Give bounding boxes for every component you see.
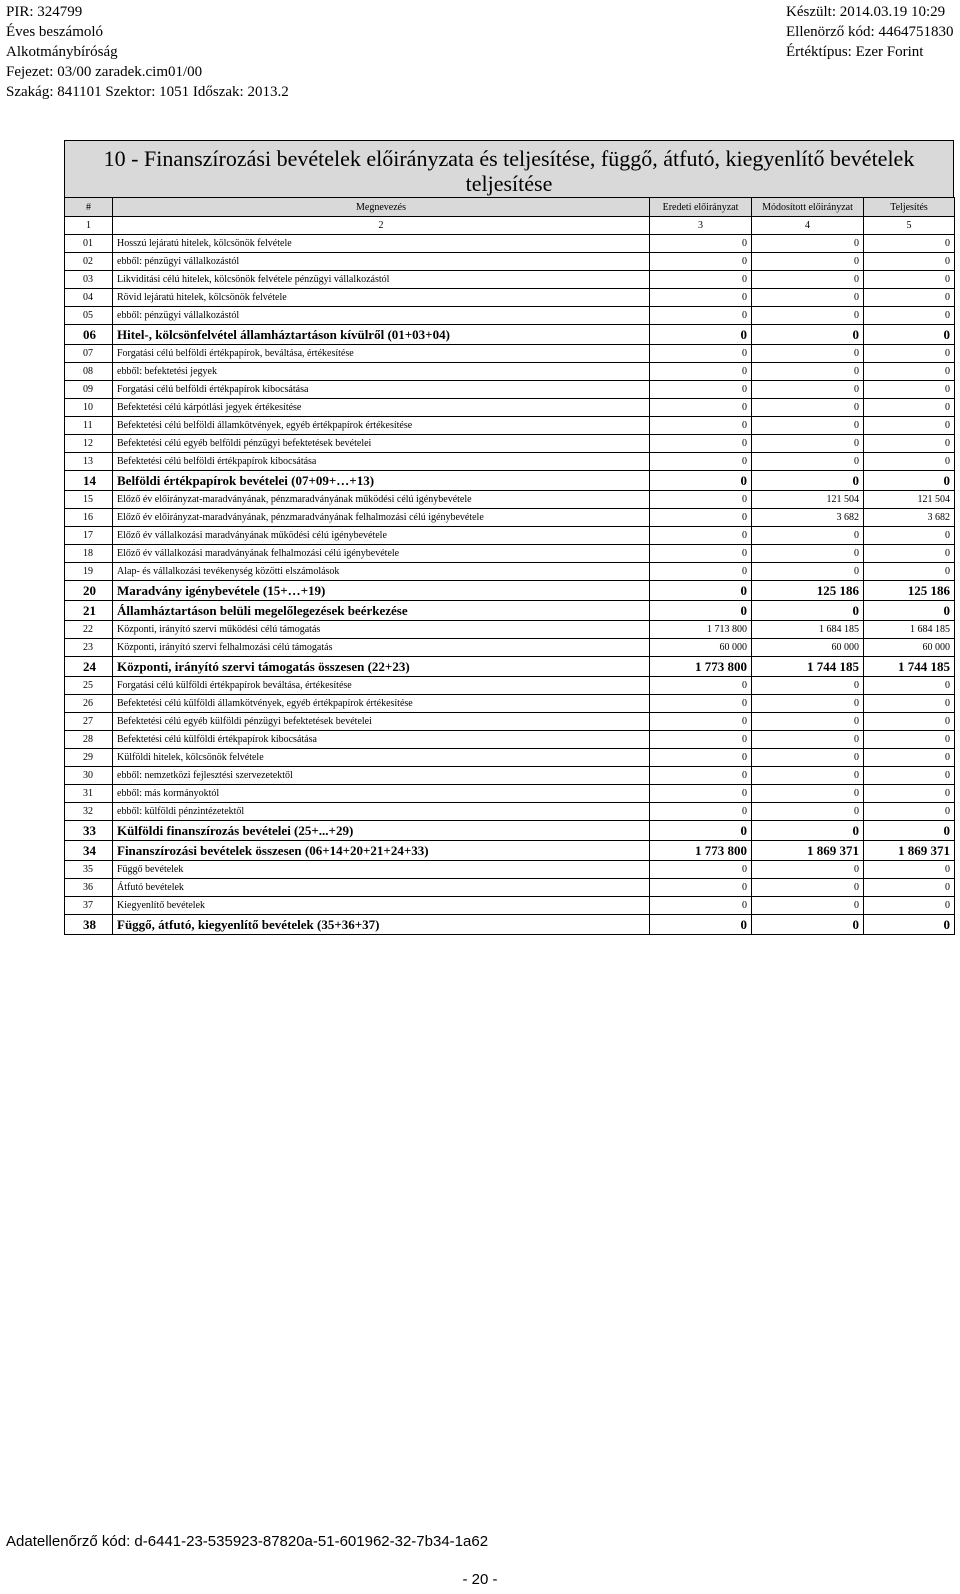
row-number: 32 <box>65 803 113 821</box>
row-fulfilment: 0 <box>864 399 955 417</box>
row-number: 05 <box>65 307 113 325</box>
row-fulfilment: 0 <box>864 677 955 695</box>
row-fulfilment: 0 <box>864 527 955 545</box>
row-number: 12 <box>65 435 113 453</box>
row-name: Befektetési célú belföldi államkötvények, egyéb értékpapírok értékesítése <box>113 417 650 435</box>
table-row <box>65 915 955 935</box>
row-fulfilment: 125 186 <box>864 581 955 601</box>
row-number: 01 <box>65 235 113 253</box>
row-modified: 0 <box>752 897 864 915</box>
row-name: Központi, irányító szervi felhalmozási célú támogatás <box>113 639 650 657</box>
table-row <box>65 841 955 861</box>
row-number: 31 <box>65 785 113 803</box>
report-type-line: Éves beszámoló <box>6 24 104 40</box>
row-name: ebből: pénzügyi vállalkozástól <box>113 253 650 271</box>
row-modified: 0 <box>752 271 864 289</box>
row-fulfilment: 0 <box>864 563 955 581</box>
row-fulfilment: 0 <box>864 289 955 307</box>
row-fulfilment: 0 <box>864 381 955 399</box>
row-number: 35 <box>65 861 113 879</box>
row-name: Befektetési célú egyéb külföldi pénzügyi befektetések bevételei <box>113 713 650 731</box>
colnum-1: 1 <box>65 217 113 235</box>
row-name: Finanszírozási bevételek összesen (06+14+20+21+24+33) <box>113 841 650 861</box>
row-number: 23 <box>65 639 113 657</box>
row-number: 29 <box>65 749 113 767</box>
row-modified: 0 <box>752 363 864 381</box>
row-fulfilment: 0 <box>864 325 955 345</box>
created-line: Készült: 2014.03.19 10:29 <box>786 4 946 20</box>
row-number: 34 <box>65 841 113 861</box>
row-fulfilment: 0 <box>864 435 955 453</box>
row-original: 0 <box>650 749 752 767</box>
row-number: 19 <box>65 563 113 581</box>
pir-line: PIR: 324799 <box>6 4 83 20</box>
row-original: 1 773 800 <box>650 657 752 677</box>
table-row <box>65 363 955 381</box>
row-original: 1 713 800 <box>650 621 752 639</box>
row-fulfilment: 0 <box>864 785 955 803</box>
report-header-right <box>786 2 953 62</box>
page-number: - 20 - <box>462 1571 498 1588</box>
column-number-row <box>65 217 955 235</box>
header-name: Megnevezés <box>113 198 650 217</box>
row-name: Átfutó bevételek <box>113 879 650 897</box>
row-number: 37 <box>65 897 113 915</box>
row-name: Forgatási célú belföldi értékpapírok, beváltása, értékesítése <box>113 345 650 363</box>
chapter-line: Fejezet: 03/00 zaradek.cim01/00 <box>6 64 203 80</box>
table-row <box>65 803 955 821</box>
row-name: Maradvány igénybevétele (15+…+19) <box>113 581 650 601</box>
row-name: Kiegyenlítő bevételek <box>113 897 650 915</box>
row-original: 60 000 <box>650 639 752 657</box>
row-fulfilment: 0 <box>864 713 955 731</box>
row-original: 0 <box>650 879 752 897</box>
row-original: 0 <box>650 861 752 879</box>
colnum-3: 3 <box>650 217 752 235</box>
row-original: 0 <box>650 677 752 695</box>
data-check-code: Adatellenőrző kód: d-6441-23-535923-87820a-51-601962-32-7b34-1a62 <box>6 1533 489 1550</box>
row-number: 28 <box>65 731 113 749</box>
row-fulfilment: 3 682 <box>864 509 955 527</box>
row-modified: 0 <box>752 601 864 621</box>
table-row <box>65 381 955 399</box>
row-name: Függő, átfutó, kiegyenlítő bevételek (35+36+37) <box>113 915 650 935</box>
row-modified: 0 <box>752 695 864 713</box>
row-number: 04 <box>65 289 113 307</box>
row-name: Hosszú lejáratú hitelek, kölcsönök felvétele <box>113 235 650 253</box>
header-fulfilment: Teljesítés <box>864 198 955 217</box>
institution-line: Alkotmánybíróság <box>6 44 118 60</box>
row-number: 14 <box>65 471 113 491</box>
table-row <box>65 289 955 307</box>
row-modified: 0 <box>752 345 864 363</box>
row-modified: 0 <box>752 803 864 821</box>
row-name: Belföldi értékpapírok bevételei (07+09+…+13) <box>113 471 650 491</box>
row-modified: 1 744 185 <box>752 657 864 677</box>
row-original: 1 773 800 <box>650 841 752 861</box>
row-number: 16 <box>65 509 113 527</box>
row-modified: 0 <box>752 417 864 435</box>
row-original: 0 <box>650 731 752 749</box>
row-fulfilment: 1 869 371 <box>864 841 955 861</box>
financing-revenue-table <box>64 197 955 935</box>
row-fulfilment: 0 <box>864 695 955 713</box>
colnum-2: 2 <box>113 217 650 235</box>
row-name: Befektetési célú külföldi államkötvények, egyéb értékpapírok értékesítése <box>113 695 650 713</box>
row-name: Külföldi finanszírozás bevételei (25+...+29) <box>113 821 650 841</box>
row-modified: 0 <box>752 861 864 879</box>
row-fulfilment: 0 <box>864 879 955 897</box>
table-row <box>65 639 955 657</box>
check-code-line: Ellenörző kód: 4464751830 <box>786 24 954 40</box>
row-original: 0 <box>650 527 752 545</box>
row-number: 09 <box>65 381 113 399</box>
row-fulfilment: 0 <box>864 545 955 563</box>
table-row <box>65 435 955 453</box>
row-original: 0 <box>650 803 752 821</box>
row-fulfilment: 0 <box>864 601 955 621</box>
row-name: Rövid lejáratú hitelek, kölcsönök felvétele <box>113 289 650 307</box>
table-row <box>65 861 955 879</box>
row-modified: 3 682 <box>752 509 864 527</box>
table-row <box>65 601 955 621</box>
row-original: 0 <box>650 601 752 621</box>
table-row <box>65 749 955 767</box>
row-modified: 0 <box>752 453 864 471</box>
row-number: 06 <box>65 325 113 345</box>
row-number: 13 <box>65 453 113 471</box>
row-original: 0 <box>650 325 752 345</box>
row-modified: 0 <box>752 767 864 785</box>
row-name: ebből: befektetési jegyek <box>113 363 650 381</box>
row-original: 0 <box>650 271 752 289</box>
row-modified: 0 <box>752 235 864 253</box>
row-original: 0 <box>650 713 752 731</box>
row-number: 17 <box>65 527 113 545</box>
report-header-left <box>6 2 289 102</box>
row-number: 33 <box>65 821 113 841</box>
row-name: ebből: pénzügyi vállalkozástól <box>113 307 650 325</box>
row-name: Forgatási célú belföldi értékpapírok kibocsátása <box>113 381 650 399</box>
table-row <box>65 453 955 471</box>
row-name: Likviditási célú hitelek, kölcsönök felvétele pénzügyi vállalkozástól <box>113 271 650 289</box>
row-fulfilment: 0 <box>864 897 955 915</box>
row-modified: 0 <box>752 731 864 749</box>
row-number: 25 <box>65 677 113 695</box>
row-modified: 0 <box>752 289 864 307</box>
table-row <box>65 545 955 563</box>
row-original: 0 <box>650 417 752 435</box>
table-row <box>65 307 955 325</box>
table-title: 10 - Finanszírozási bevételek előirányzata és teljesítése, függő, átfutó, kiegyenlítő bevételek teljesítése <box>64 140 954 198</box>
row-original: 0 <box>650 491 752 509</box>
row-original: 0 <box>650 307 752 325</box>
row-modified: 0 <box>752 563 864 581</box>
row-fulfilment: 0 <box>864 749 955 767</box>
row-fulfilment: 0 <box>864 731 955 749</box>
row-name: Előző év előirányzat-maradványának, pénzmaradványának felhalmozási célú igénybevétele <box>113 509 650 527</box>
row-modified: 1 684 185 <box>752 621 864 639</box>
row-name: Államháztartáson belüli megelőlegezések beérkezése <box>113 601 650 621</box>
row-fulfilment: 0 <box>864 271 955 289</box>
row-original: 0 <box>650 289 752 307</box>
row-fulfilment: 60 000 <box>864 639 955 657</box>
row-original: 0 <box>650 915 752 935</box>
row-modified: 0 <box>752 471 864 491</box>
row-number: 20 <box>65 581 113 601</box>
row-number: 24 <box>65 657 113 677</box>
row-name: Központi, irányító szervi támogatás összesen (22+23) <box>113 657 650 677</box>
row-name: Előző év vállalkozási maradványának működési célú igénybevétele <box>113 527 650 545</box>
row-name: Befektetési célú kárpótlási jegyek értékesítése <box>113 399 650 417</box>
sector-line: Szakág: 841101 Szektor: 1051 Időszak: 2013.2 <box>6 84 289 100</box>
row-original: 0 <box>650 581 752 601</box>
row-number: 11 <box>65 417 113 435</box>
header-original: Eredeti előirányzat <box>650 198 752 217</box>
table-row <box>65 713 955 731</box>
row-name: Forgatási célú külföldi értékpapírok beváltása, értékesítése <box>113 677 650 695</box>
row-fulfilment: 0 <box>864 915 955 935</box>
row-number: 22 <box>65 621 113 639</box>
row-name: Befektetési célú egyéb belföldi pénzügyi befektetések bevételei <box>113 435 650 453</box>
row-number: 15 <box>65 491 113 509</box>
row-number: 27 <box>65 713 113 731</box>
table-row <box>65 417 955 435</box>
row-modified: 0 <box>752 785 864 803</box>
colnum-4: 4 <box>752 217 864 235</box>
row-name: Befektetési célú külföldi értékpapírok kibocsátása <box>113 731 650 749</box>
row-name: Külföldi hitelek, kölcsönök felvétele <box>113 749 650 767</box>
row-original: 0 <box>650 381 752 399</box>
row-modified: 0 <box>752 749 864 767</box>
table-row <box>65 767 955 785</box>
row-number: 08 <box>65 363 113 381</box>
row-modified: 0 <box>752 527 864 545</box>
row-name: Előző év vállalkozási maradványának felhalmozási célú igénybevétele <box>113 545 650 563</box>
row-number: 21 <box>65 601 113 621</box>
row-number: 07 <box>65 345 113 363</box>
row-original: 0 <box>650 453 752 471</box>
table-row <box>65 785 955 803</box>
row-name: Előző év előirányzat-maradványának, pénzmaradványának működési célú igénybevétele <box>113 491 650 509</box>
table-row <box>65 581 955 601</box>
row-fulfilment: 1 744 185 <box>864 657 955 677</box>
row-fulfilment: 0 <box>864 253 955 271</box>
row-modified: 0 <box>752 821 864 841</box>
table-row <box>65 897 955 915</box>
row-name: Központi, irányító szervi működési célú támogatás <box>113 621 650 639</box>
row-modified: 0 <box>752 381 864 399</box>
row-original: 0 <box>650 509 752 527</box>
row-modified: 0 <box>752 545 864 563</box>
row-number: 30 <box>65 767 113 785</box>
table-row <box>65 235 955 253</box>
colnum-5: 5 <box>864 217 955 235</box>
table-row <box>65 471 955 491</box>
table-row <box>65 345 955 363</box>
row-modified: 0 <box>752 713 864 731</box>
row-name: Függő bevételek <box>113 861 650 879</box>
row-original: 0 <box>650 363 752 381</box>
row-name: ebből: külföldi pénzintézetektől <box>113 803 650 821</box>
row-modified: 0 <box>752 399 864 417</box>
header-modified: Módosított előirányzat <box>752 198 864 217</box>
table-row <box>65 677 955 695</box>
row-original: 0 <box>650 545 752 563</box>
row-modified: 121 504 <box>752 491 864 509</box>
row-modified: 1 869 371 <box>752 841 864 861</box>
row-original: 0 <box>650 563 752 581</box>
row-number: 02 <box>65 253 113 271</box>
table-row <box>65 731 955 749</box>
row-modified: 0 <box>752 307 864 325</box>
value-type-line: Értéktípus: Ezer Forint <box>786 44 924 60</box>
table-row <box>65 271 955 289</box>
row-fulfilment: 1 684 185 <box>864 621 955 639</box>
table-row <box>65 821 955 841</box>
row-original: 0 <box>650 471 752 491</box>
table-row <box>65 621 955 639</box>
row-number: 36 <box>65 879 113 897</box>
table-row <box>65 879 955 897</box>
row-fulfilment: 0 <box>864 821 955 841</box>
header-number: # <box>65 198 113 217</box>
table-header-row <box>65 198 955 217</box>
row-fulfilment: 0 <box>864 307 955 325</box>
row-modified: 60 000 <box>752 639 864 657</box>
row-original: 0 <box>650 435 752 453</box>
row-modified: 0 <box>752 325 864 345</box>
row-modified: 0 <box>752 253 864 271</box>
table-row <box>65 399 955 417</box>
row-modified: 0 <box>752 879 864 897</box>
table-row <box>65 325 955 345</box>
row-fulfilment: 0 <box>864 363 955 381</box>
row-name: Alap- és vállalkozási tevékenység közötti elszámolások <box>113 563 650 581</box>
row-modified: 0 <box>752 435 864 453</box>
row-number: 03 <box>65 271 113 289</box>
row-fulfilment: 0 <box>864 471 955 491</box>
row-original: 0 <box>650 767 752 785</box>
row-number: 26 <box>65 695 113 713</box>
row-fulfilment: 121 504 <box>864 491 955 509</box>
row-name: Hitel-, kölcsönfelvétel államháztartáson kívülről (01+03+04) <box>113 325 650 345</box>
table-row <box>65 491 955 509</box>
row-modified: 125 186 <box>752 581 864 601</box>
row-fulfilment: 0 <box>864 861 955 879</box>
table-row <box>65 563 955 581</box>
row-original: 0 <box>650 785 752 803</box>
row-name: ebből: nemzetközi fejlesztési szervezetektől <box>113 767 650 785</box>
table-row <box>65 657 955 677</box>
row-name: Befektetési célú belföldi értékpapírok kibocsátása <box>113 453 650 471</box>
row-name: ebből: más kormányoktól <box>113 785 650 803</box>
row-original: 0 <box>650 235 752 253</box>
row-fulfilment: 0 <box>864 345 955 363</box>
table-row <box>65 527 955 545</box>
row-modified: 0 <box>752 677 864 695</box>
row-original: 0 <box>650 897 752 915</box>
row-original: 0 <box>650 821 752 841</box>
row-fulfilment: 0 <box>864 235 955 253</box>
table-row <box>65 509 955 527</box>
row-fulfilment: 0 <box>864 803 955 821</box>
row-modified: 0 <box>752 915 864 935</box>
row-fulfilment: 0 <box>864 453 955 471</box>
table-row <box>65 253 955 271</box>
row-number: 18 <box>65 545 113 563</box>
row-original: 0 <box>650 399 752 417</box>
row-original: 0 <box>650 345 752 363</box>
row-number: 38 <box>65 915 113 935</box>
row-fulfilment: 0 <box>864 767 955 785</box>
row-original: 0 <box>650 253 752 271</box>
table-row <box>65 695 955 713</box>
row-fulfilment: 0 <box>864 417 955 435</box>
row-number: 10 <box>65 399 113 417</box>
row-original: 0 <box>650 695 752 713</box>
